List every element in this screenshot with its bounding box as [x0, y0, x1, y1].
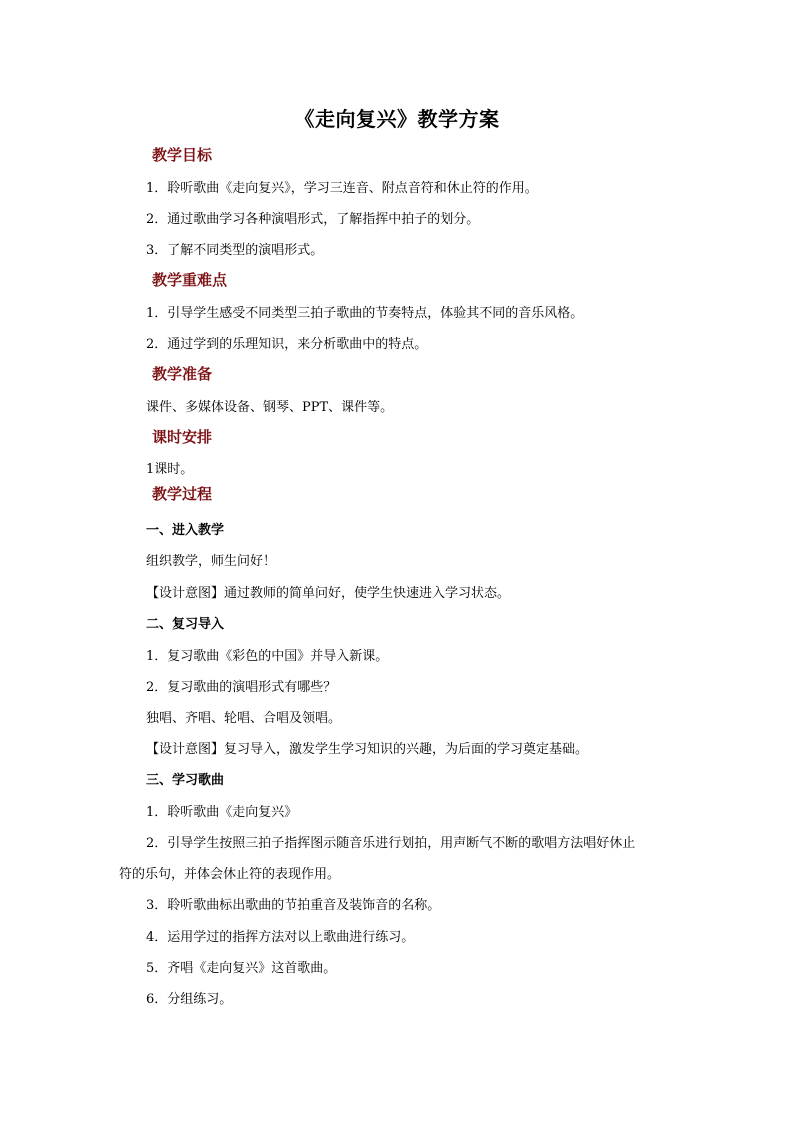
goal-item-1: 1．聆听歌曲《走向复兴》，学习三连音、附点音符和休止符的作用。 — [146, 181, 538, 196]
process-part3-line-2: 2．引导学生按照三拍子指挥图示随音乐进行划拍，用声断气不断的歌唱方法唱好休止 — [146, 836, 636, 851]
process-part2-line-1: 1．复习歌曲《彩色的中国》并导入新课。 — [146, 649, 389, 664]
heading-key-points: 教学重难点 — [152, 271, 228, 289]
process-part2-line-2: 2．复习歌曲的演唱形式有哪些？ — [146, 680, 337, 695]
process-part1-line-1: 组织教学，师生问好！ — [146, 554, 277, 569]
key-point-item-2: 2．通过学到的乐理知识，来分析歌曲中的特点。 — [146, 337, 428, 352]
process-part3-line-5: 4．运用学过的指挥方法对以上歌曲进行练习。 — [146, 930, 415, 945]
process-part2-line-4: 【设计意图】复习导入，激发学生学习知识的兴趣，为后面的学习奠定基础。 — [146, 742, 589, 757]
heading-process: 教学过程 — [152, 485, 213, 503]
goal-item-3: 3．了解不同类型的演唱形式。 — [146, 243, 324, 258]
goal-item-2: 2．通过歌曲学习各种演唱形式，了解指挥中拍子的划分。 — [146, 212, 480, 227]
process-part3-line-4: 3．聆听歌曲标出歌曲的节拍重音及装饰音的名称。 — [146, 898, 441, 913]
schedule-text: 1课时。 — [146, 462, 194, 477]
heading-schedule: 课时安排 — [152, 428, 213, 446]
process-part3-line-1: 1．聆听歌曲《走向复兴》 — [146, 805, 298, 820]
heading-teaching-goals: 教学目标 — [152, 146, 213, 164]
process-part1-line-2: 【设计意图】通过教师的简单问好，使学生快速进入学习状态。 — [146, 586, 511, 601]
process-part3-heading: 三、学习歌曲 — [146, 773, 225, 788]
process-part2-heading: 二、复习导入 — [146, 617, 225, 632]
process-part3-line-7: 6．分组练习。 — [146, 992, 233, 1007]
preparation-text: 课件、多媒体设备、钢琴、PPT、课件等。 — [146, 400, 394, 415]
process-part3-line-6: 5．齐唱《走向复兴》这首歌曲。 — [146, 961, 337, 976]
key-point-item-1: 1．引导学生感受不同类型三拍子歌曲的节奏特点，体验其不同的音乐风格。 — [146, 306, 584, 321]
process-part3-line-3: 符的乐句，并体会休止符的表现作用。 — [119, 867, 341, 882]
process-part1-heading: 一、进入教学 — [146, 523, 225, 538]
heading-preparation: 教学准备 — [152, 365, 213, 383]
process-part2-line-3: 独唱、齐唱、轮唱、合唱及领唱。 — [146, 711, 342, 726]
document-title: 《走向复兴》教学方案 — [294, 107, 500, 131]
